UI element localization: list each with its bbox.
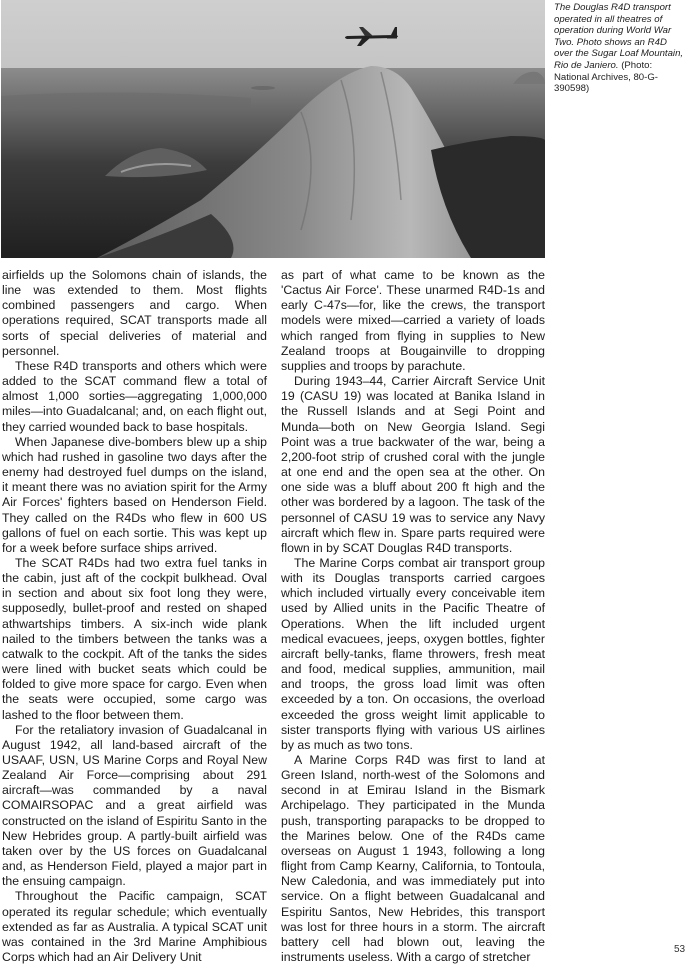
- paragraph: The SCAT R4Ds had two extra fuel tanks in the cabin, just aft of the cockpit bulkhead. Oval in section and about six foot long they were, supposedly, bullet-proof and rested on shaped athwartships timbers. A six-inch wide plank nailed to the timbers between the tanks was a catwalk to the cockpit. Aft of the tanks the sides were lined with bucket seats which could be folded to give more space for cargo. Even when the seats were occupied, some cargo was lashed to the floor between them.: [2, 555, 267, 722]
- text-column-left: [2, 268, 267, 965]
- paragraph: For the retaliatory invasion of Guadalcanal in August 1942, all land-based aircraft of the USAAF, USN, US Marine Corps and Royal New Zealand Air Force—comprising about 291 aircraft—was commanded by a naval COMAIRSOPAC and a great airfield was constructed on the island of Espiritu Santo in the New Hebrides group. A partly-built airfield was taken over by the US forces on Guadalcanal and, as Henderson Field, played a major part in the ensuing campaign.: [2, 722, 267, 889]
- paragraph: airfields up the Solomons chain of islands, the line was extended to them. Most flights combined passengers and cargo. When operations required, SCAT transports made all sorts of special deliveries of material and personnel.: [2, 268, 267, 358]
- paragraph: as part of what came to be known as the 'Cactus Air Force'. These unarmed R4D-1s and early C-47s—for, like the crews, the transport models were mixed—carried a variety of loads which ranged from flying in supplies to New Zealand troops at Bougainville to dropping supplies and troops by parachute.: [281, 268, 545, 373]
- photo-credit: (Photo: National Archives, 80-G-390598): [554, 59, 658, 95]
- text-column-right: [281, 268, 545, 965]
- paragraph: During 1943–44, Carrier Aircraft Service Unit 19 (CASU 19) was located at Banika Island in the Russell Islands and at Segi Point and Munda—both on New Georgia Island. Segi Point was a true backwater of the war, being a 2,200-foot strip of crushed coral with the jungle at one end and the open sea at the other. On one side was a bluff about 200 ft high and the other was bordered by a lagoon. The task of the personnel of CASU 19 was to service any Navy aircraft which flew in. Spare parts required were flown in by SCAT Douglas R4D transports.: [281, 374, 545, 555]
- photo-caption: [554, 2, 684, 95]
- paragraph: The Marine Corps combat air transport group with its Douglas transports carried cargoes which included virtually every conceivable item used by Allied units in the Pacific Theatre of Operations. When the lift included urgent medical evacuees, jeeps, oxygen bottles, fighter aircraft belly-tanks, flame throwers, fresh meat and food, medical supplies, ammunition, mail and troops, the gross load limit was often exceeded by a ton. On occasions, the overload exceeded the gross weight limit applicable to sister transports flying with various US airlines by as much as two tons.: [281, 555, 545, 752]
- page-number: 53: [674, 944, 686, 955]
- photo-r4d-over-sugar-loaf: [1, 0, 545, 258]
- photo-caption-text: The Douglas R4D transport operated in all theatres of operation during World War Two. Photo shows an R4D over the Sugar Loaf Mountain, Rio de Janiero.: [554, 2, 684, 71]
- paragraph: When Japanese dive-bombers blew up a ship which had rushed in gasoline two days after the enemy had destroyed fuel dumps on the island, it meant there was no aviation spirit for the Army Air Forces' fighters based on Henderson Field. They called on the R4Ds who flew in 600 US gallons of fuel on each sortie. This was kept up for a week before surface ships arrived.: [2, 434, 267, 555]
- paragraph: These R4D transports and others which were added to the SCAT command flew a total of almost 1,000 sorties—aggregating 1,000,000 miles—into Guadalcanal; and, on each flight out, they carried wounded back to base hospitals.: [2, 358, 267, 434]
- paragraph: Throughout the Pacific campaign, SCAT operated its regular schedule; which eventually extended as far as Australia. A typical SCAT unit was contained in the 3rd Marine Amphibious Corps which had an Air Delivery Unit: [2, 889, 267, 965]
- paragraph: A Marine Corps R4D was first to land at Green Island, north-west of the Solomons and second in at Emirau Island in the Bismark Archipelago. They participated in the Munda push, transporting parapacks to be dropped to the Marines below. One of the R4Ds came overseas on August 1 1943, following a long flight from Camp Kearny, California, to Tontoula, New Caledonia, and was immediately put into service. On a flight between Guadalcanal and Espiritu Santos, New Hebrides, this transport was lost for three hours in a storm. The aircraft battery cell had blown out, leaving the instruments useless. With a cargo of stretcher: [281, 753, 545, 965]
